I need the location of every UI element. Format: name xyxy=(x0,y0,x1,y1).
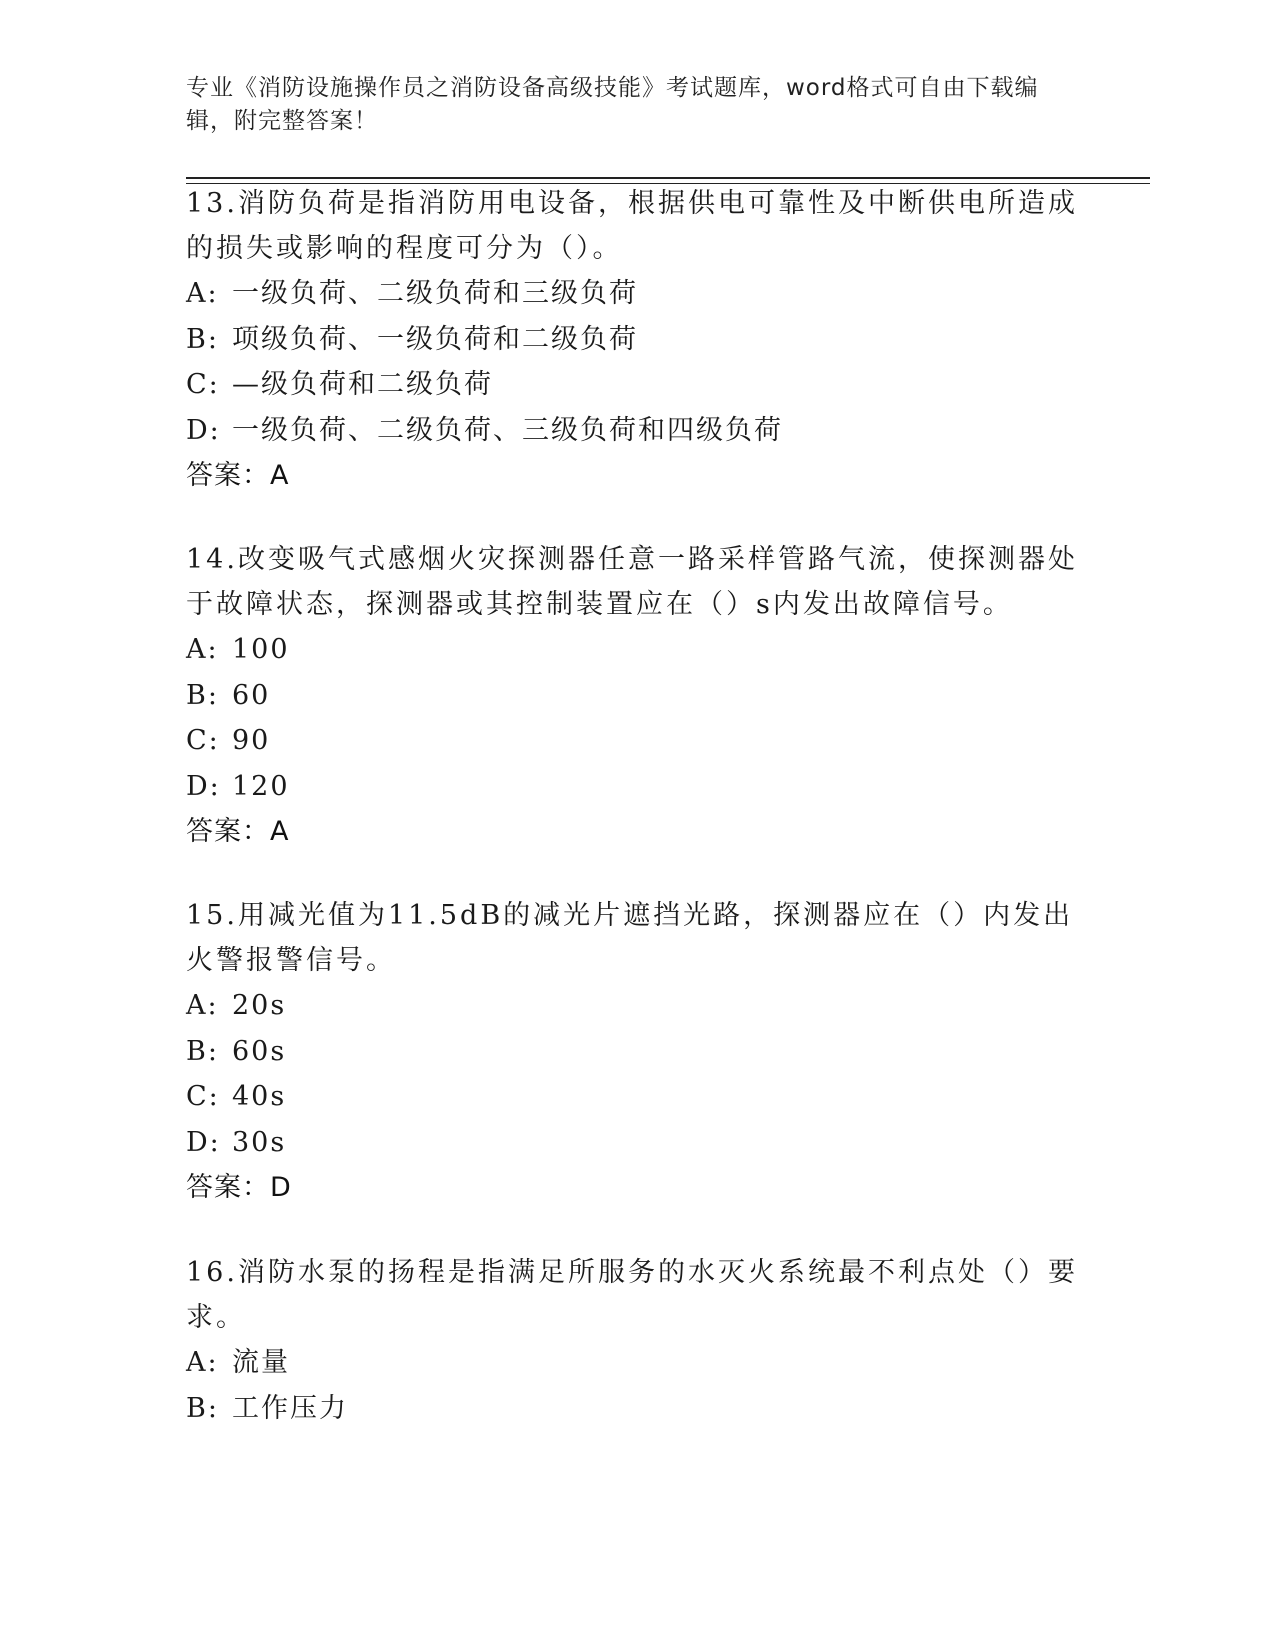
option-key: B: xyxy=(186,1035,219,1067)
option-text: 60s xyxy=(232,1035,287,1067)
option-text: 20s xyxy=(232,990,287,1021)
option-key: A: xyxy=(186,278,219,309)
question-stem: 14.改变吸气式感烟火灾探测器任意一路采样管路气流，使探测器处于故障状态，探测器或其控制装置应在（）s内发出故障信号。 xyxy=(186,544,1078,620)
answer-label: 答案：A xyxy=(186,816,290,847)
option-b xyxy=(186,673,1086,719)
option-key: C: xyxy=(186,1081,220,1112)
option-text: —级负荷和二级负荷 xyxy=(232,369,493,400)
option-b xyxy=(186,317,1086,363)
document-header: 专业《消防设施操作员之消防设备高级技能》考试题库，word格式可自由下载编辑，附完整答案！ xyxy=(186,75,1039,134)
question-stem: 15.用减光值为11.5dB的减光片遮挡光路，探测器应在（）内发出火警报警信号。 xyxy=(186,900,1074,976)
question-15 xyxy=(186,893,1086,1210)
option-a xyxy=(186,627,1086,673)
option-b xyxy=(186,1029,1086,1075)
option-d xyxy=(186,1120,1086,1166)
option-d xyxy=(186,408,1086,454)
option-a xyxy=(186,983,1086,1029)
option-text: 90 xyxy=(232,725,271,756)
option-a xyxy=(186,271,1086,317)
option-key: B: xyxy=(186,1392,219,1424)
option-key: D: xyxy=(186,1126,221,1158)
option-key: A: xyxy=(186,1347,219,1378)
question-13 xyxy=(186,181,1086,498)
option-text: 120 xyxy=(232,770,290,802)
option-key: A: xyxy=(186,990,219,1021)
option-text: 40s xyxy=(232,1081,287,1112)
option-key: B: xyxy=(186,679,219,711)
answer-label: 答案：A xyxy=(186,460,290,491)
option-text: 60 xyxy=(232,679,271,711)
option-text: 一级负荷、二级负荷和三级负荷 xyxy=(232,278,638,309)
option-d xyxy=(186,764,1086,810)
option-key: B: xyxy=(186,323,219,355)
option-c xyxy=(186,718,1086,764)
option-text: 100 xyxy=(232,634,290,665)
option-key: A: xyxy=(186,634,219,665)
question-16 xyxy=(186,1250,1086,1431)
option-key: D: xyxy=(186,770,221,802)
option-text: 30s xyxy=(232,1126,287,1158)
option-b xyxy=(186,1386,1086,1432)
option-c xyxy=(186,362,1086,408)
option-key: C: xyxy=(186,369,220,400)
question-stem: 13.消防负荷是指消防用电设备，根据供电可靠性及中断供电所造成的损失或影响的程度可分为（）。 xyxy=(186,188,1078,264)
option-a xyxy=(186,1340,1086,1386)
option-key: D: xyxy=(186,414,221,446)
option-text: 工作压力 xyxy=(232,1392,348,1424)
header-divider xyxy=(186,177,1150,179)
option-text: 项级负荷、一级负荷和二级负荷 xyxy=(232,323,638,355)
question-14 xyxy=(186,537,1086,854)
option-text: 一级负荷、二级负荷、三级负荷和四级负荷 xyxy=(232,414,783,446)
option-c xyxy=(186,1074,1086,1120)
question-stem: 16.消防水泵的扬程是指满足所服务的水灭火系统最不利点处（）要求。 xyxy=(186,1257,1078,1333)
option-key: C: xyxy=(186,725,220,756)
option-text: 流量 xyxy=(232,1347,290,1378)
answer-label: 答案：D xyxy=(186,1172,292,1203)
